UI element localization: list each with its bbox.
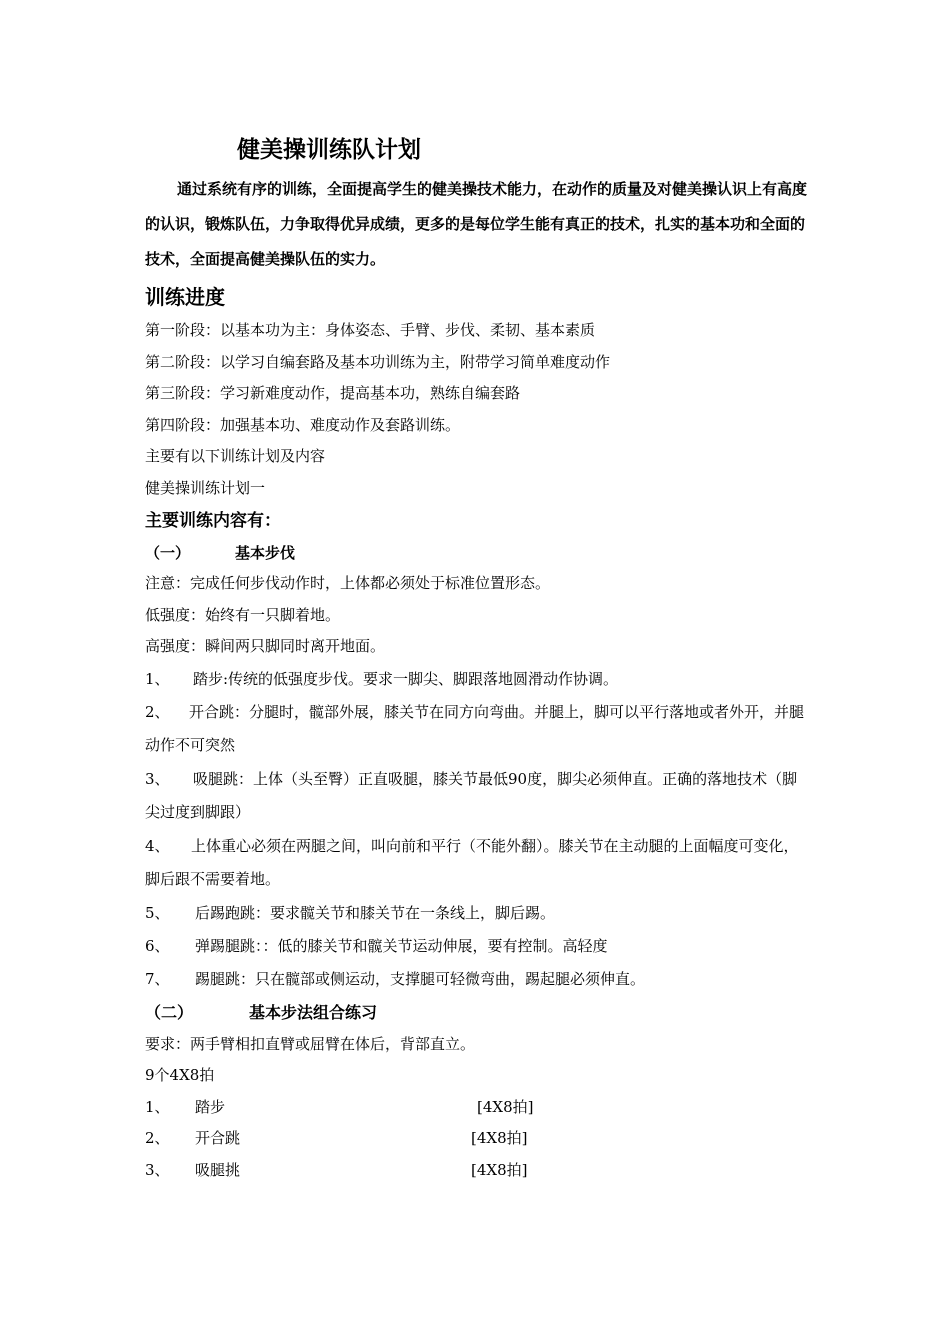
step-item-3 xyxy=(145,763,810,830)
step-item-text: 踏步:传统的低强度步伐。要求一脚尖、脚跟落地圆滑动作协调。 xyxy=(193,669,619,688)
stage-2: 第二阶段：以学习自编套路及基本功训练为主，附带学习简单难度动作 xyxy=(145,352,611,371)
step-item-6 xyxy=(145,930,810,963)
beat-name: 吸腿挑 xyxy=(195,1160,241,1179)
step-item-number: 2、 xyxy=(145,702,170,721)
plan-note: 主要有以下训练计划及内容 xyxy=(145,447,326,465)
section-2-number: （二） xyxy=(145,1002,194,1022)
content-heading: 主要训练内容有： xyxy=(145,511,281,531)
section-2-heading xyxy=(145,996,810,1029)
beat-name: 开合跳 xyxy=(195,1129,241,1147)
stage-4: 第四阶段：加强基本功、难度动作及套路训练。 xyxy=(145,415,461,434)
note-low-intensity: 低强度：始终有一只脚着地。 xyxy=(145,605,341,624)
step-item-number: 1、 xyxy=(145,669,170,688)
step-item-number: 5、 xyxy=(145,903,170,922)
step-item-4 xyxy=(145,830,810,897)
step-item-text: 上体重心必须在两腿之间，叫向前和平行（不能外翻）。膝关节在主动腿的上面幅度可变化，脚后跟不需要着地。 xyxy=(145,836,799,888)
note-posture: 注意：完成任何步伐动作时，上体都必须处于标准位置形态。 xyxy=(145,574,551,592)
step-item-number: 3、 xyxy=(145,769,170,788)
beat-count: [4X8拍] xyxy=(477,1097,534,1116)
stage-3: 第三阶段：学习新难度动作，提高基本功，熟练自编套路 xyxy=(145,384,521,402)
step-item-2 xyxy=(145,696,810,763)
document-page xyxy=(145,128,810,1186)
beat-number: 3、 xyxy=(145,1160,170,1179)
section-1-heading xyxy=(145,538,810,568)
section-2-requirement: 要求：两手臂相扣直臂或屈臂在体后，背部直立。 xyxy=(145,1034,476,1053)
plan-subtitle: 健美操训练计划一 xyxy=(145,478,266,497)
beat-count: [4X8拍] xyxy=(471,1129,528,1147)
beat-name: 踏步 xyxy=(195,1097,226,1116)
progress-heading: 训练进度 xyxy=(145,285,225,309)
intro-paragraph: 通过系统有序的训练，全面提高学生的健美操技术能力，在动作的质量及对健美操认识上有高度的认识，锻炼队伍，力争取得优异成绩，更多的是每位学生能有真正的技术，扎实的基本功和全面的技术，全面提高健美操队伍的实力。 xyxy=(145,180,808,268)
step-item-number: 7、 xyxy=(145,969,170,988)
step-item-5 xyxy=(145,897,810,930)
step-item-text: 开合跳：分腿时，髋部外展，膝关节在同方向弯曲。并腿上，脚可以平行落地或者外开，并腿动作不可突然 xyxy=(145,702,805,754)
beat-count: [4X8拍] xyxy=(471,1160,528,1179)
step-item-text: 弹踢腿跳：：低的膝关节和髋关节运动伸展，要有控制。高轻度 xyxy=(195,936,608,955)
step-item-7 xyxy=(145,963,810,996)
page-title: 健美操训练队计划 xyxy=(237,137,421,163)
stage-1: 第一阶段：以基本功为主：身体姿态、手臂、步伐、柔韧、基本素质 xyxy=(145,321,596,339)
beat-row-2 xyxy=(145,1123,810,1155)
note-high-intensity: 高强度：瞬间两只脚同时离开地面。 xyxy=(145,637,386,655)
section-2-count: 9个4X8拍 xyxy=(145,1066,215,1084)
beat-number: 1、 xyxy=(145,1097,170,1116)
step-item-text: 吸腿跳：上体（头至臀）正直吸腿，膝关节最低90度，脚尖必须伸直。正确的落地技术（脚尖过度到脚跟） xyxy=(145,769,798,821)
step-item-text: 踢腿跳：只在髋部或侧运动，支撑腿可轻微弯曲，踢起腿必须伸直。 xyxy=(195,969,646,988)
step-item-number: 6、 xyxy=(145,936,170,955)
beat-row-1 xyxy=(145,1092,810,1124)
step-item-text: 后踢跑跳：要求髋关节和膝关节在一条线上，脚后踢。 xyxy=(195,903,556,922)
section-2-title: 基本步法组合练习 xyxy=(249,1002,378,1022)
beat-row-3 xyxy=(145,1155,810,1187)
section-1-number: （一） xyxy=(145,544,191,562)
beat-number: 2、 xyxy=(145,1129,170,1147)
step-item-1 xyxy=(145,663,810,696)
section-1-title: 基本步伐 xyxy=(235,544,296,562)
step-item-number: 4、 xyxy=(145,836,170,855)
